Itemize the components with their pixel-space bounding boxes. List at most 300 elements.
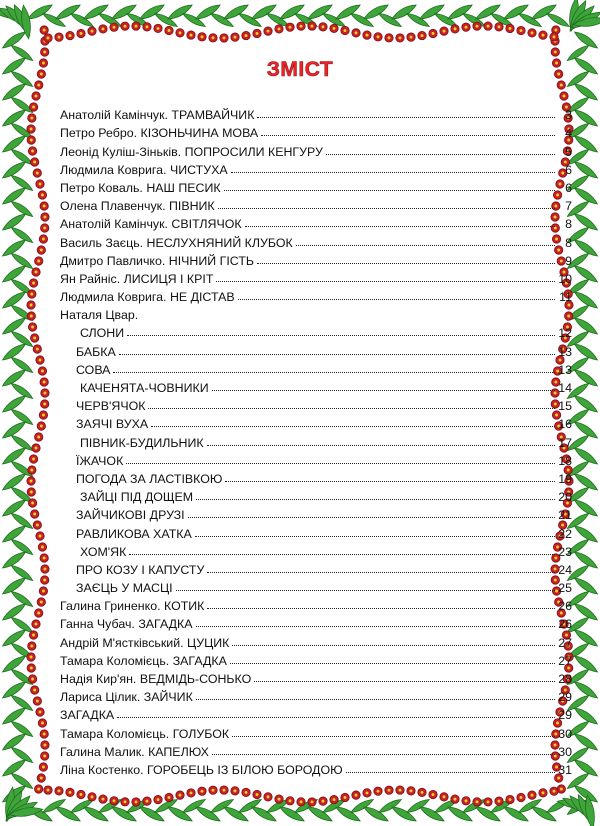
bead-center-icon xyxy=(30,491,33,494)
toc-entry xyxy=(60,250,572,268)
toc-entry xyxy=(60,486,572,504)
toc-page-number: 13 xyxy=(558,362,572,377)
bead-center-icon xyxy=(256,793,259,796)
bead-center-icon xyxy=(33,161,36,164)
toc-author: Андрій М'ястківський. xyxy=(60,635,184,650)
toc-author: Наталя Цвар. xyxy=(60,308,139,323)
bead-center-icon xyxy=(560,788,563,791)
toc-work-title: ЗАГАДКА xyxy=(138,617,193,632)
bead-center-icon xyxy=(443,30,446,33)
toc-page-number: 29 xyxy=(558,708,572,723)
toc-work-title: НІЧНИЙ ГІСТЬ xyxy=(168,253,255,268)
toc-entry xyxy=(60,231,572,249)
bead-center-icon xyxy=(377,790,380,793)
dot-leader xyxy=(196,499,555,500)
bead-center-icon xyxy=(43,51,46,54)
toc-work-title: ГОЛУБОК xyxy=(172,726,230,741)
toc-page-number: 25 xyxy=(558,581,572,596)
bead-center-icon xyxy=(520,29,523,32)
bead-center-icon xyxy=(47,36,50,39)
bead-center-icon xyxy=(43,227,46,230)
toc-page-number: 19 xyxy=(558,471,572,486)
bead-center-icon xyxy=(399,789,402,792)
bead-center-icon xyxy=(146,800,149,803)
toc-author: Людмила Коврига. xyxy=(60,162,167,177)
toc-work-title: КАЧЕНЯТА-ЧОВНИКИ xyxy=(80,381,209,395)
bead-center-icon xyxy=(531,794,534,797)
bead-center-icon xyxy=(42,238,45,241)
bead-center-icon xyxy=(278,27,281,30)
bead-center-icon xyxy=(30,117,33,120)
bead-center-icon xyxy=(234,36,237,39)
toc-work-title: ТРАМВАЙЧИК xyxy=(171,108,255,123)
toc-work-title: ПОГОДА ЗА ЛАСТІВКОЮ xyxy=(76,471,223,486)
bead-center-icon xyxy=(41,722,44,725)
toc-page-number: 27 xyxy=(558,653,572,668)
page-title: ЗМІСТ xyxy=(266,58,334,81)
toc-work-title: ПІВНИК-БУДИЛЬНИК xyxy=(80,435,204,450)
dot-leader xyxy=(127,335,555,336)
toc-work-title: ЧЕРВ'ЯЧОК xyxy=(76,399,146,414)
bead-center-icon xyxy=(35,447,38,450)
bead-center-icon xyxy=(135,800,138,803)
toc-entry xyxy=(60,268,572,286)
bead-center-icon xyxy=(135,25,138,28)
bead-center-icon xyxy=(542,34,545,37)
toc-work-title: ХОМ'ЯК xyxy=(80,544,127,559)
bead-center-icon xyxy=(43,216,46,219)
toc-work-title: КОТИК xyxy=(163,599,205,614)
bead-center-icon xyxy=(454,798,457,801)
bead-center-icon xyxy=(40,425,43,428)
bead-center-icon xyxy=(563,95,566,98)
bead-center-icon xyxy=(43,29,46,32)
toc-page-number: 11 xyxy=(559,290,572,305)
toc-page-number: 15 xyxy=(558,399,572,414)
bead-center-icon xyxy=(113,799,116,802)
bead-center-icon xyxy=(344,29,347,32)
bead-center-icon xyxy=(388,789,391,792)
bead-center-icon xyxy=(30,128,33,131)
toc-page-number: 14 xyxy=(558,381,572,395)
bead-center-icon xyxy=(31,326,34,329)
dot-leader xyxy=(296,245,555,246)
toc-work-title: ЗАЄЦЬ У МАСЦІ xyxy=(76,581,173,596)
toc-author: Петро Ребро. xyxy=(60,126,138,141)
toc-work-title: ПРО КОЗУ І КАПУСТУ xyxy=(76,562,205,577)
bead-center-icon xyxy=(476,25,479,28)
toc-work-title: ЗАГАДКА xyxy=(60,708,115,723)
bead-center-icon xyxy=(498,800,501,803)
toc-author: Галина Малик. xyxy=(60,744,145,759)
bead-center-icon xyxy=(432,793,435,796)
bead-center-icon xyxy=(30,315,33,318)
bead-center-icon xyxy=(42,766,45,769)
toc-author: Леонід Куліш-Зіньків. xyxy=(60,144,182,159)
toc-entry xyxy=(60,631,572,649)
toc-work-title: ЗАЯЧІ ВУХА xyxy=(76,417,149,432)
bead-center-icon xyxy=(553,35,556,38)
dot-leader xyxy=(129,554,555,555)
bead-center-icon xyxy=(32,634,35,637)
bead-center-icon xyxy=(190,791,193,794)
toc-entry xyxy=(60,595,572,613)
bead-center-icon xyxy=(33,513,36,516)
bead-center-icon xyxy=(42,590,45,593)
toc-entry xyxy=(60,613,572,631)
bead-center-icon xyxy=(223,36,226,39)
bead-center-icon xyxy=(31,502,34,505)
toc-work-title: СОВА xyxy=(76,362,111,377)
bead-center-icon xyxy=(560,84,563,87)
bead-center-icon xyxy=(234,789,237,792)
toc-work-title: ЛИСИЦЯ І КРІТ xyxy=(123,271,214,286)
bead-center-icon xyxy=(554,29,557,32)
toc-page-number: 12 xyxy=(558,326,572,341)
toc-entry xyxy=(60,322,572,340)
bead-center-icon xyxy=(498,25,501,28)
bead-center-icon xyxy=(40,601,43,604)
bead-center-icon xyxy=(43,392,46,395)
bead-center-icon xyxy=(410,36,413,39)
bead-center-icon xyxy=(322,25,325,28)
bead-center-icon xyxy=(520,796,523,799)
bead-center-icon xyxy=(333,798,336,801)
toc-entry xyxy=(60,395,572,413)
bead-center-icon xyxy=(531,31,534,34)
bead-center-icon xyxy=(69,791,72,794)
bead-center-icon xyxy=(267,30,270,33)
toc-author: Анатолій Камінчук. xyxy=(60,217,168,232)
dot-leader xyxy=(346,772,555,773)
toc-page-number: 16 xyxy=(558,417,572,432)
bead-center-icon xyxy=(30,304,33,307)
bead-center-icon xyxy=(91,795,94,798)
bead-center-icon xyxy=(289,799,292,802)
toc-page-number: 7 xyxy=(565,199,572,214)
bead-center-icon xyxy=(31,150,34,153)
bead-center-icon xyxy=(47,789,50,792)
bead-center-icon xyxy=(39,183,42,186)
toc-entry xyxy=(60,686,572,704)
bead-center-icon xyxy=(102,798,105,801)
dot-leader xyxy=(113,372,555,373)
bead-center-icon xyxy=(355,794,358,797)
bead-center-icon xyxy=(300,25,303,28)
toc-work-title: ПОПРОСИЛИ КЕНГУРУ xyxy=(184,144,323,159)
toc-work-title: БАБКА xyxy=(76,344,116,359)
toc-work-title: ГОРОБЕЦЬ ІЗ БІЛОЮ БОРОДОЮ xyxy=(146,762,343,777)
dot-leader xyxy=(216,281,555,282)
toc-work-title: РАВЛИКОВА ХАТКА xyxy=(76,526,192,541)
dot-leader xyxy=(232,645,555,646)
toc-entry xyxy=(60,377,572,395)
bead-center-icon xyxy=(245,34,248,37)
bead-center-icon xyxy=(300,800,303,803)
bead-center-icon xyxy=(289,26,292,29)
bead-center-icon xyxy=(40,777,43,780)
toc-entry xyxy=(60,559,572,577)
toc-work-title: ЧИСТУХА xyxy=(169,162,228,177)
bead-center-icon xyxy=(33,689,36,692)
bead-center-icon xyxy=(554,51,557,54)
bead-center-icon xyxy=(157,798,160,801)
toc-page-number: 28 xyxy=(558,672,572,686)
bead-center-icon xyxy=(32,106,35,109)
toc-page-number: 4 xyxy=(565,126,572,141)
bead-center-icon xyxy=(102,27,105,30)
dot-leader xyxy=(151,426,555,427)
bead-center-icon xyxy=(32,458,35,461)
toc-page-number: 23 xyxy=(558,544,572,559)
dot-leader xyxy=(196,699,555,700)
toc-entry xyxy=(60,340,572,358)
dot-leader xyxy=(207,445,555,446)
toc-author: Олена Плавенчук. xyxy=(60,199,166,214)
toc-work-title: СВІТЛЯЧОК xyxy=(171,217,242,232)
bead-center-icon xyxy=(33,337,36,340)
toc-page-number: 22 xyxy=(558,526,572,541)
toc-entry xyxy=(60,577,572,595)
bead-center-icon xyxy=(311,800,314,803)
toc-work-title: ВЕДМІДЬ-СОНЬКО xyxy=(139,672,252,686)
bead-center-icon xyxy=(421,791,424,794)
toc-author: Галина Гриненко. xyxy=(60,599,161,614)
toc-author: Анатолій Камінчук. xyxy=(60,108,168,123)
toc-entry xyxy=(60,522,572,540)
toc-work-title: ПІВНИК xyxy=(168,199,215,214)
toc-page-number: 21 xyxy=(558,508,572,523)
toc-entry xyxy=(60,104,572,122)
toc-page-number: 24 xyxy=(558,562,572,577)
toc-work-title: ЗАЙЧИКОВІ ДРУЗІ xyxy=(76,508,185,523)
toc-entry xyxy=(60,177,572,195)
dot-leader xyxy=(117,717,555,718)
toc-entry xyxy=(60,541,572,559)
bead-center-icon xyxy=(43,568,46,571)
toc-entry xyxy=(60,140,572,158)
dot-leader xyxy=(176,590,555,591)
toc-entry xyxy=(60,741,572,759)
toc-entry xyxy=(60,359,572,377)
bead-center-icon xyxy=(366,34,369,37)
bead-center-icon xyxy=(553,790,556,793)
toc-page-number: 30 xyxy=(558,726,572,741)
toc-entry xyxy=(60,668,572,686)
bead-center-icon xyxy=(37,260,40,263)
bead-center-icon xyxy=(113,26,116,29)
toc-work-title: НЕ ДІСТАВ xyxy=(169,290,235,305)
bead-center-icon xyxy=(201,790,204,793)
bead-center-icon xyxy=(30,480,33,483)
bead-center-icon xyxy=(487,800,490,803)
bead-center-icon xyxy=(509,27,512,30)
toc-author: Василь Заєць. xyxy=(60,235,144,250)
bead-center-icon xyxy=(201,35,204,38)
bead-center-icon xyxy=(465,799,468,802)
bead-center-icon xyxy=(58,36,61,39)
bead-center-icon xyxy=(30,293,33,296)
toc-work-title: КІЗОНЬЧИНА МОВА xyxy=(140,126,259,141)
bead-center-icon xyxy=(190,34,193,37)
bead-center-icon xyxy=(41,546,44,549)
bead-center-icon xyxy=(355,31,358,34)
bead-center-icon xyxy=(30,645,33,648)
toc-entry xyxy=(60,286,572,304)
bead-center-icon xyxy=(124,800,127,803)
bead-center-icon xyxy=(35,271,38,274)
bead-center-icon xyxy=(43,755,46,758)
toc-author: Людмила Коврига. xyxy=(60,290,167,305)
toc-author: Ліна Костенко. xyxy=(60,762,144,777)
dot-leader xyxy=(207,608,555,609)
toc-entry xyxy=(60,413,572,431)
toc-page-number: 18 xyxy=(558,453,572,468)
dot-leader xyxy=(212,754,555,755)
bead-center-icon xyxy=(256,32,259,35)
bead-center-icon xyxy=(432,32,435,35)
toc-entry xyxy=(60,759,572,777)
bead-center-icon xyxy=(30,667,33,670)
toc-work-title: ЗАГАДКА xyxy=(172,653,227,668)
table-of-contents xyxy=(60,104,572,777)
bead-center-icon xyxy=(43,381,46,384)
dot-leader xyxy=(225,481,555,482)
bead-center-icon xyxy=(388,36,391,39)
dot-leader xyxy=(126,463,555,464)
bead-center-icon xyxy=(43,744,46,747)
bead-center-icon xyxy=(37,436,40,439)
dot-leader xyxy=(326,154,555,155)
bead-center-icon xyxy=(245,791,248,794)
bead-center-icon xyxy=(36,700,39,703)
bead-center-icon xyxy=(168,29,171,32)
bead-center-icon xyxy=(168,796,171,799)
dot-leader xyxy=(238,299,555,300)
bead-center-icon xyxy=(35,95,38,98)
toc-page-number: 10 xyxy=(558,271,572,286)
bead-center-icon xyxy=(557,777,560,780)
bead-center-icon xyxy=(43,403,46,406)
toc-entry xyxy=(60,650,572,668)
bead-center-icon xyxy=(41,370,44,373)
toc-page-number: 20 xyxy=(558,490,572,505)
bead-center-icon xyxy=(80,793,83,796)
dot-leader xyxy=(257,117,555,118)
toc-page-number: 31 xyxy=(558,762,572,777)
dot-leader xyxy=(230,663,555,664)
bead-center-icon xyxy=(179,31,182,34)
bead-center-icon xyxy=(42,414,45,417)
bead-center-icon xyxy=(30,469,33,472)
toc-author: Петро Коваль. xyxy=(60,180,143,195)
toc-page-number: 26 xyxy=(558,599,572,614)
toc-work-title: СЛОНИ xyxy=(80,326,125,341)
bead-center-icon xyxy=(212,36,215,39)
toc-entry xyxy=(60,213,572,231)
bead-center-icon xyxy=(454,27,457,30)
dot-leader xyxy=(195,536,555,537)
bead-center-icon xyxy=(69,34,72,37)
toc-work-title: НАШ ПЕСИК xyxy=(146,180,221,195)
bead-center-icon xyxy=(421,34,424,37)
toc-work-title: ЗАЙЧИК xyxy=(143,690,193,705)
bead-center-icon xyxy=(399,36,402,39)
toc-entry xyxy=(60,431,572,449)
toc-page-number: 6 xyxy=(565,162,572,177)
bead-center-icon xyxy=(43,557,46,560)
toc-author: Надія Кир'ян. xyxy=(60,672,137,686)
bead-center-icon xyxy=(43,205,46,208)
toc-entry xyxy=(60,468,572,486)
bead-center-icon xyxy=(37,612,40,615)
bead-center-icon xyxy=(80,32,83,35)
dot-leader xyxy=(188,517,555,518)
toc-entry xyxy=(60,195,572,213)
toc-entry xyxy=(60,704,572,722)
bead-center-icon xyxy=(39,359,42,362)
bead-center-icon xyxy=(366,791,369,794)
toc-work-title: ЦУЦИК xyxy=(187,635,230,650)
toc-page-number: 29 xyxy=(558,690,572,705)
bead-center-icon xyxy=(30,656,33,659)
bead-center-icon xyxy=(179,794,182,797)
toc-page-number: 8 xyxy=(565,217,572,232)
bead-center-icon xyxy=(344,796,347,799)
toc-page-number: 26 xyxy=(558,617,572,632)
dot-leader xyxy=(212,390,555,391)
dot-leader xyxy=(245,226,555,227)
toc-page-number: 17 xyxy=(558,435,572,450)
bead-center-icon xyxy=(333,27,336,30)
dot-leader xyxy=(232,736,555,737)
bead-center-icon xyxy=(36,172,39,175)
bead-center-icon xyxy=(223,789,226,792)
dot-leader xyxy=(231,172,555,173)
toc-author: Лариса Цілик. xyxy=(60,690,141,705)
toc-work-title: ЇЖАЧОК xyxy=(76,453,124,468)
bead-center-icon xyxy=(40,249,43,252)
bead-center-icon xyxy=(487,25,490,28)
toc-work-title: ЗАЙЦІ ПІД ДОЩЕМ xyxy=(80,490,194,505)
dot-leader xyxy=(261,135,555,136)
dot-leader xyxy=(148,408,555,409)
dot-leader xyxy=(196,626,556,627)
dot-leader xyxy=(254,681,555,682)
toc-entry xyxy=(60,504,572,522)
toc-entry xyxy=(60,722,572,740)
bead-center-icon xyxy=(30,139,33,142)
dot-leader xyxy=(257,263,555,264)
bead-center-icon xyxy=(58,789,61,792)
toc-author: Ян Райніс. xyxy=(60,271,121,286)
dot-leader xyxy=(119,354,555,355)
toc-entry xyxy=(60,304,572,322)
bead-center-icon xyxy=(410,789,413,792)
bead-center-icon xyxy=(43,579,46,582)
dot-leader xyxy=(224,190,555,191)
toc-page-number: 3 xyxy=(565,108,572,123)
bead-center-icon xyxy=(157,27,160,30)
bead-center-icon xyxy=(377,35,380,38)
bead-center-icon xyxy=(91,30,94,33)
toc-page-number: 27 xyxy=(558,635,572,650)
toc-page-number: 8 xyxy=(565,235,572,250)
toc-author: Тамара Коломієць. xyxy=(60,726,170,741)
bead-center-icon xyxy=(43,733,46,736)
bead-center-icon xyxy=(278,798,281,801)
toc-page-number: 9 xyxy=(565,253,572,268)
